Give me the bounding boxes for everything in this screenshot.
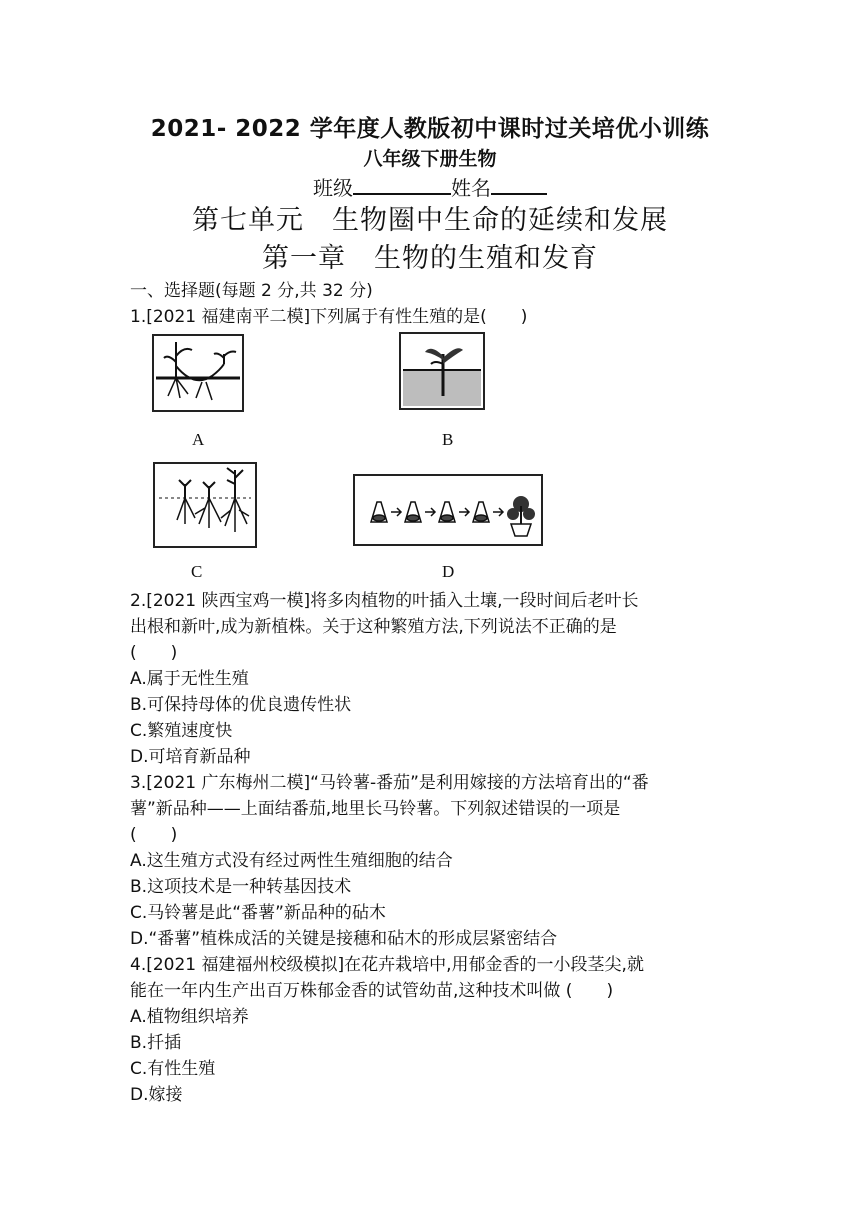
figure-a-caption: A xyxy=(192,430,205,449)
q3-line-1: 3.[2021 广东梅州二模]“马铃薯-番茄”是利用嫁接的方法培育出的“番 xyxy=(130,773,649,793)
figure-a xyxy=(152,334,244,412)
q3-line-2: 薯”新品种——上面结番茄,地里长马铃薯。下列叙述错误的一项是 xyxy=(130,799,621,819)
class-label: 班级 xyxy=(313,176,353,200)
layering-illustration xyxy=(154,336,242,410)
figure-d-caption: D xyxy=(442,562,455,581)
q2-line-2: 出根和新叶,成为新植株。关于这种繁殖方法,下列说法不正确的是 xyxy=(130,617,617,637)
chapter-heading: 第一章 生物的生殖和发育 xyxy=(262,243,598,274)
q2-option-a: A.属于无性生殖 xyxy=(130,669,249,689)
name-blank[interactable] xyxy=(491,173,547,195)
figure-d xyxy=(353,474,543,546)
q3-option-a: A.这生殖方式没有经过两性生殖细胞的结合 xyxy=(130,851,453,871)
section-heading: 一、选择题(每题 2 分,共 32 分) xyxy=(130,281,373,301)
name-label: 姓名 xyxy=(451,176,491,200)
q4-line-2: 能在一年内生产出百万株郁金香的试管幼苗,这种技术叫做 ( ) xyxy=(130,981,614,1001)
q2-option-d: D.可培育新品种 xyxy=(130,747,251,767)
q4-line-1: 4.[2021 福建福州校级模拟]在花卉栽培中,用郁金香的一小段茎尖,就 xyxy=(130,955,644,975)
q4-option-b: B.扦插 xyxy=(130,1033,182,1053)
q4-option-d: D.嫁接 xyxy=(130,1085,183,1105)
doc-subtitle: 八年级下册生物 xyxy=(363,148,497,170)
q2-line-1: 2.[2021 陕西宝鸡一模]将多肉植物的叶插入土壤,一段时间后老叶长 xyxy=(130,591,639,611)
class-blank[interactable] xyxy=(353,173,451,195)
figure-b-caption: B xyxy=(442,430,454,449)
figure-b xyxy=(399,332,485,410)
unit-heading: 第七单元 生物圈中生命的延续和发展 xyxy=(192,205,668,236)
figure-c xyxy=(153,462,257,548)
q2-line-3: ( ) xyxy=(130,643,178,663)
tissue-culture-illustration xyxy=(355,476,541,544)
class-name-line xyxy=(0,172,860,201)
q2-option-b: B.可保持母体的优良遗传性状 xyxy=(130,695,352,715)
q3-option-d: D.“番薯”植株成活的关键是接穗和砧木的形成层紧密结合 xyxy=(130,929,558,949)
cutting-illustration xyxy=(401,334,483,408)
figure-c-caption: C xyxy=(191,562,203,581)
q4-option-c: C.有性生殖 xyxy=(130,1059,216,1079)
doc-title: 2021- 2022 学年度人教版初中课时过关培优小训练 xyxy=(150,116,710,142)
q2-option-c: C.繁殖速度快 xyxy=(130,721,233,741)
q1-text: 1.[2021 福建南平二模]下列属于有性生殖的是( ) xyxy=(130,307,528,327)
q4-option-a: A.植物组织培养 xyxy=(130,1007,249,1027)
rooting-illustration xyxy=(155,464,255,546)
q3-option-c: C.马铃薯是此“番薯”新品种的砧木 xyxy=(130,903,386,923)
q3-line-3: ( ) xyxy=(130,825,178,845)
q3-option-b: B.这项技术是一种转基因技术 xyxy=(130,877,352,897)
